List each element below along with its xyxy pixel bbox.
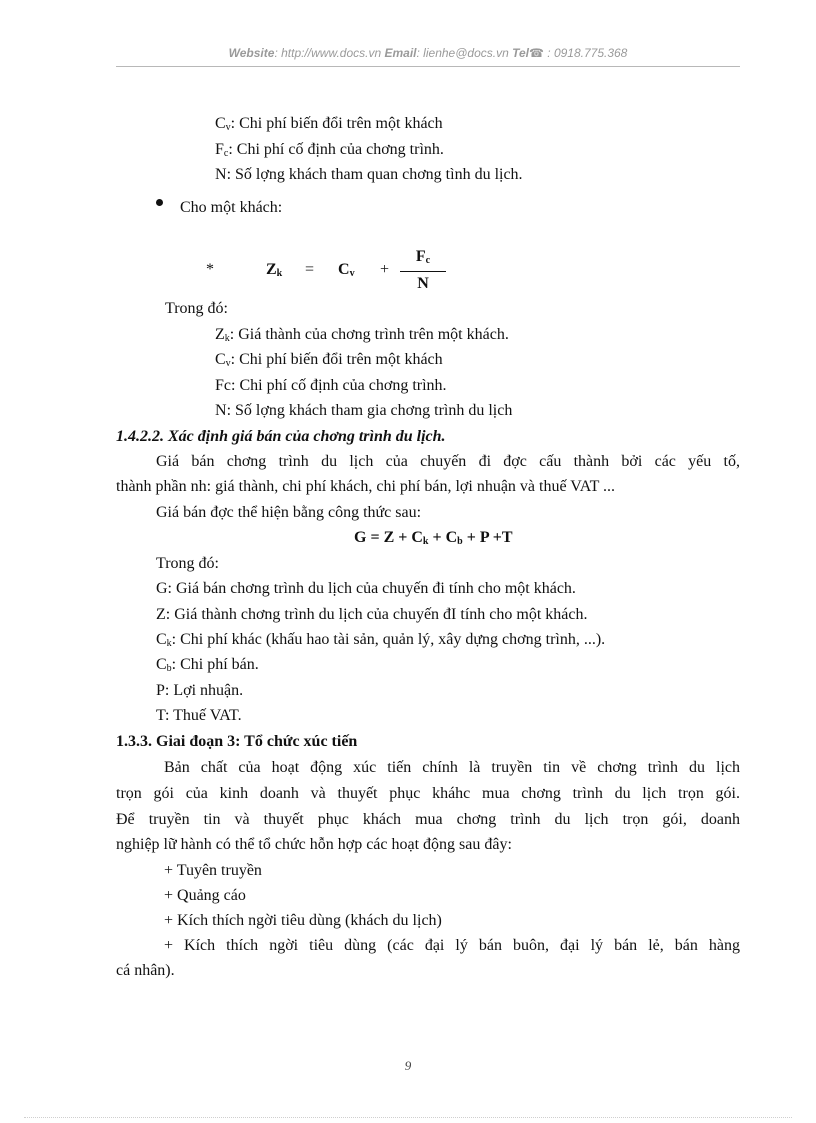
def-symbol: C [156, 631, 167, 648]
formula-part: G = Z + C [354, 529, 423, 546]
def-fc-2 [215, 376, 447, 396]
def-text: : Chi phí bán. [171, 656, 259, 673]
paragraph-line [156, 452, 740, 472]
header-tel-value: ☎ : 0918.775.368 [529, 46, 628, 60]
formula-equals: = [305, 261, 315, 278]
def-symbol: N [215, 402, 227, 419]
def-symbol: C [156, 656, 167, 673]
bullet-icon [156, 199, 163, 206]
def-p: P: Lợi nhuận. [156, 682, 244, 699]
paragraph-text: trọn gói của kinh doanh và thuyết phục kháhc mua chơng trình du lịch trọn gói. [116, 785, 740, 802]
def-ck [156, 630, 605, 650]
def-subscript: v [225, 122, 231, 133]
section-heading-1-3-3: 1.3.3. Giai đoạn 3: Tổ chức xúc tiến [116, 733, 358, 750]
def-z: Z: Giá thành chơng trình du lịch của chuyến đI tính cho một khách. [156, 606, 588, 623]
def-text: : Chi phí cố định của chơng trình. [228, 141, 444, 158]
def-symbol: Z [215, 326, 225, 343]
formula-part: + P +T [462, 529, 513, 546]
def-symbol: F [215, 141, 224, 158]
def-subscript: v [225, 358, 231, 369]
formula-denominator: N [417, 275, 429, 292]
formula-term-subscript: v [349, 268, 355, 279]
paragraph-line: thành phần nh: giá thành, chi phí khách, chi phí bán, lợi nhuận và thuế VAT ... [116, 478, 616, 495]
numerator-symbol: F [415, 248, 426, 265]
trong-do-label: Trong đó: [156, 555, 219, 572]
list-item [164, 936, 740, 956]
page-number: 9 [404, 1058, 412, 1073]
bullet-text: Cho một khách: [180, 199, 283, 216]
def-text: : Chi phí cố định của chơng trình. [231, 377, 447, 394]
def-g: G: Giá bán chơng trình du lịch của chuyến đi tính cho một khách. [156, 580, 576, 597]
formula-lhs-symbol: Z [266, 261, 277, 278]
def-n [215, 165, 523, 185]
def-symbol: Fc [215, 377, 231, 394]
header-tel-label: Tel [512, 46, 529, 60]
def-symbol: C [215, 115, 226, 132]
def-subscript: k [166, 638, 172, 649]
header-email-value[interactable]: : lienhe@docs.vn [416, 46, 509, 60]
def-text: : Giá thành của chơng trình trên một khách. [229, 326, 509, 343]
formula-numerator [400, 248, 446, 266]
paragraph-text: Giá bán chơng trình du lịch của chuyến đi đợc cấu thành bởi các yếu tố, [156, 453, 740, 470]
formula-lhs [266, 261, 282, 279]
formula-term [338, 261, 355, 279]
formula-subscript: k [422, 536, 429, 547]
price-formula [354, 528, 513, 548]
paragraph-line [116, 810, 740, 830]
list-item-continuation: cá nhân). [116, 962, 175, 979]
def-text: : Số lợng khách tham gia chơng trình du lịch [226, 402, 513, 419]
def-subscript: c [223, 148, 229, 159]
paragraph-text: Bản chất của hoạt động xúc tiến chính là truyền tin về chơng trình du lịch [164, 759, 740, 776]
formula-plus: + [380, 261, 390, 278]
list-item: + Quảng cáo [164, 887, 246, 904]
list-item: + Tuyên truyền [164, 862, 262, 879]
def-cv-2 [215, 350, 443, 370]
page-header [116, 46, 740, 60]
paragraph-line: nghiệp lữ hành có thể tổ chức hỗn hợp các hoạt động sau đây: [116, 836, 512, 853]
def-symbol: N [215, 166, 227, 183]
def-symbol: C [215, 351, 226, 368]
section-heading-1-4-2-2: 1.4.2.2. Xác định giá bán của chơng trình du lịch. [116, 428, 446, 445]
def-t: T: Thuế VAT. [156, 707, 242, 724]
def-cb [156, 655, 259, 675]
def-text: : Chi phí biến đổi trên một khách [230, 351, 443, 368]
paragraph-text: Để truyền tin và thuyết phục khách mua chơng trình du lịch trọn gói, doanh [116, 811, 740, 828]
list-item-text: + Kích thích ngời tiêu dùng (các đại lý bán buôn, đại lý bán lẻ, bán hàng [164, 937, 740, 954]
def-text: : Chi phí biến đổi trên một khách [230, 115, 443, 132]
header-divider [116, 66, 740, 67]
formula-part: + C [428, 529, 458, 546]
formula-term-symbol: C [338, 261, 350, 278]
def-text: : Số lợng khách tham quan chơng tình du lịch. [226, 166, 523, 183]
def-cv [215, 114, 443, 134]
header-email-label: Email [384, 46, 417, 60]
header-website-value[interactable]: : http://www.docs.vn [274, 46, 382, 60]
def-fc [215, 140, 444, 160]
paragraph-line [116, 784, 740, 804]
formula-star: * [206, 261, 214, 278]
numerator-subscript: c [425, 255, 431, 266]
paragraph-line [164, 758, 740, 778]
paragraph-line: Giá bán đợc thể hiện bằng công thức sau: [156, 504, 422, 521]
formula-subscript: b [457, 536, 463, 547]
def-zk [215, 325, 509, 345]
fraction-bar [400, 271, 446, 272]
def-text: : Chi phí khác (khấu hao tài sản, quản lý, xây dựng chơng trình, ...). [171, 631, 606, 648]
def-subscript: b [166, 663, 172, 674]
header-website-label: Website [228, 46, 275, 60]
page-bottom-border [24, 1117, 792, 1118]
list-item: + Kích thích ngời tiêu dùng (khách du lịch) [164, 912, 442, 929]
def-subscript: k [224, 333, 230, 344]
formula-lhs-subscript: k [276, 268, 283, 279]
trong-do-label: Trong đó: [165, 300, 228, 317]
def-n-2 [215, 401, 512, 421]
